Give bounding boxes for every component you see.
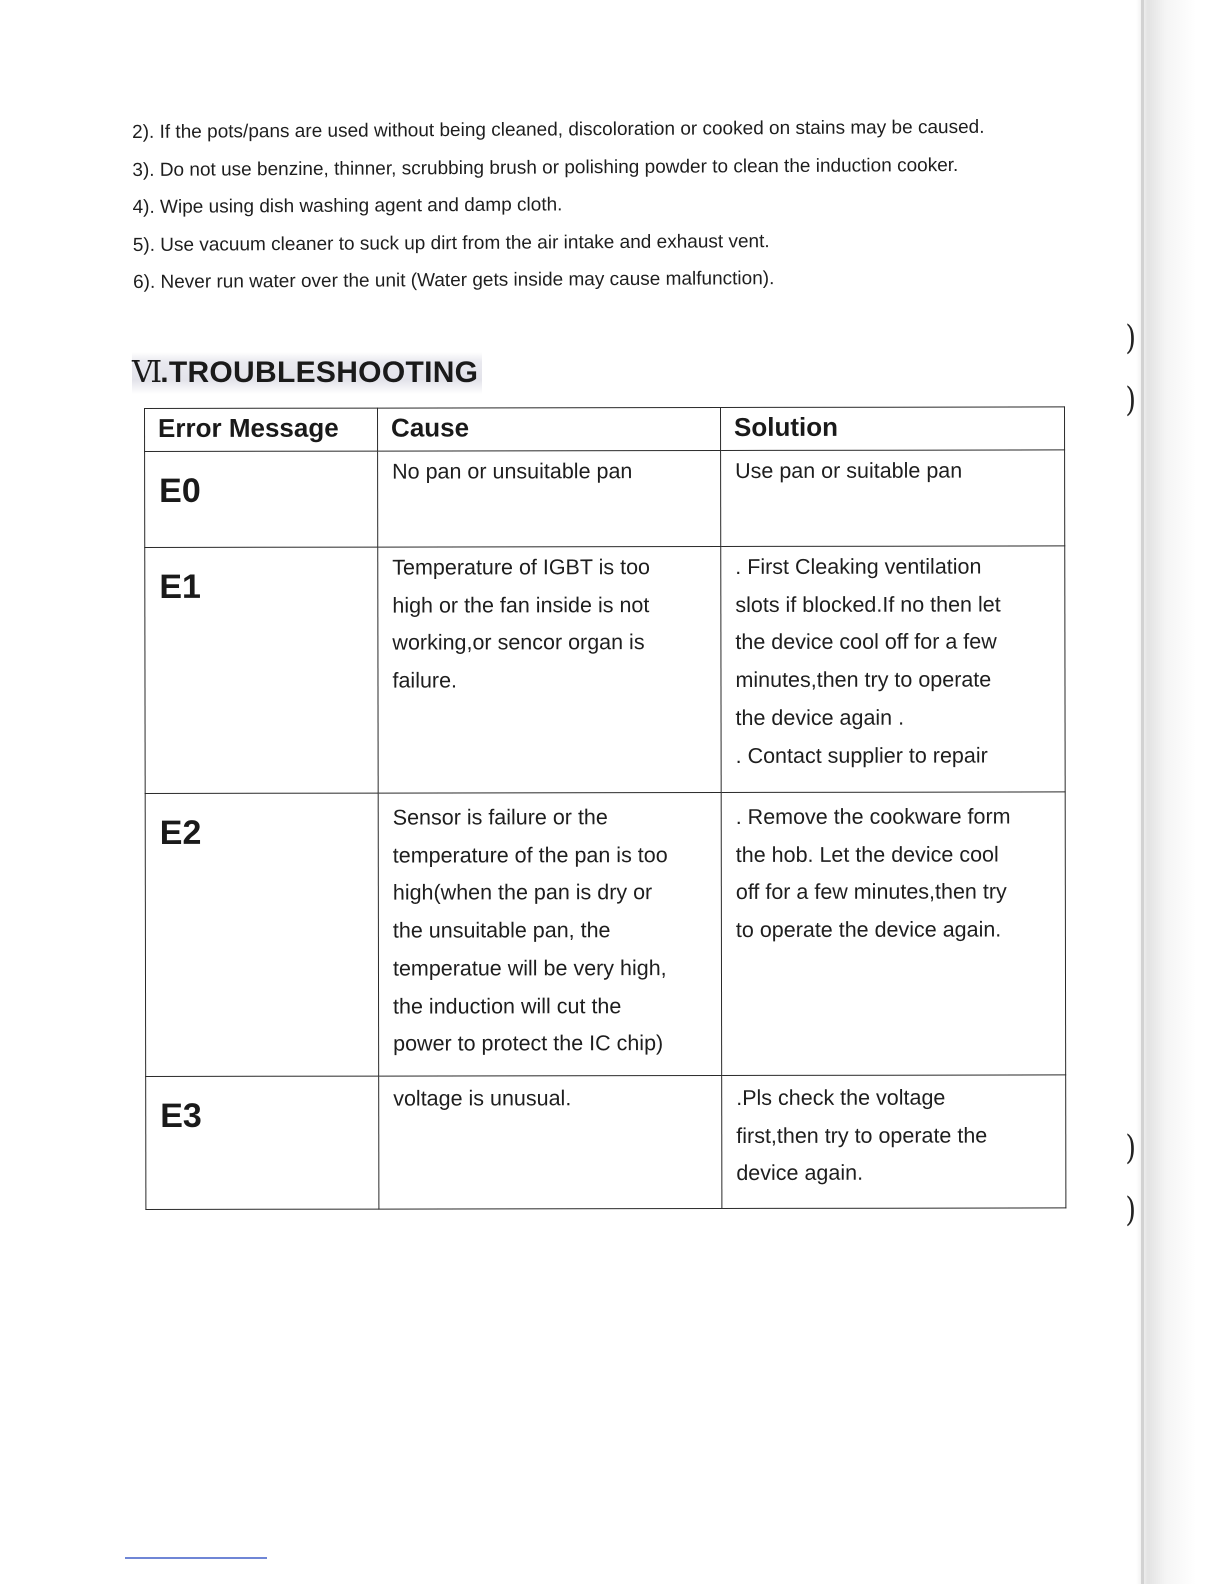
care-instruction-item: 3). Do not use benzine, thinner, scrubbing brush or polishing powder to clean the induction cooker.: [132, 154, 959, 181]
binding-mark-glyph: ): [1125, 318, 1136, 358]
cause-line: temperatue will be very high,: [392, 955, 667, 981]
solution-line: . Contact supplier to repair: [735, 743, 988, 768]
header-error-message: Error Message: [145, 408, 378, 451]
bottom-rule: [125, 1557, 267, 1559]
cause-line: high(when the pan is dry or: [392, 880, 653, 905]
solution-line: off for a few minutes,then try: [735, 879, 1007, 905]
care-instructions-list: [132, 109, 985, 302]
care-instruction-item: 5). Use vacuum cleaner to suck up dirt from the air intake and exhaust vent.: [132, 230, 770, 256]
solution-cell: [721, 546, 1065, 793]
cause-cell: [379, 1075, 722, 1209]
solution-line: first,then try to operate the: [736, 1123, 988, 1148]
care-instruction-item: 2). If the pots/pans are used without being cleaned, discoloration or cooked on stains may be caused.: [132, 116, 985, 143]
error-code: E3: [146, 1076, 379, 1209]
header-cause: Cause: [378, 407, 721, 451]
cause-line: Temperature of IGBT is too: [392, 555, 651, 580]
solution-line: the hob. Let the device cool: [735, 842, 999, 867]
section-roman-numeral: Ⅵ: [132, 355, 161, 390]
solution-line: .Pls check the voltage: [736, 1085, 946, 1110]
troubleshooting-table: [144, 406, 1066, 1210]
page-binding-edge: [1136, 0, 1224, 1584]
cause-cell: [378, 792, 721, 1076]
cause-line: failure.: [392, 668, 458, 693]
cause-line: power to protect the IC chip): [393, 1031, 664, 1056]
cause-line: voltage is unusual.: [393, 1086, 572, 1111]
cause-line: the unsuitable pan, the: [392, 918, 611, 943]
solution-cell: [722, 1075, 1066, 1209]
binding-mark-glyph: ): [1125, 1190, 1136, 1230]
cause-cell: [378, 546, 721, 793]
table-row-e2: [145, 792, 1065, 1077]
cause-line: Sensor is failure or the: [392, 805, 608, 830]
cause-cell: [378, 450, 721, 547]
care-instruction-item: 6). Never run water over the unit (Water gets inside may cause malfunction).: [132, 268, 775, 293]
error-code: E0: [145, 451, 378, 547]
header-solution: Solution: [721, 407, 1065, 451]
table-row-e1: [145, 546, 1065, 794]
cause-line: temperature of the pan is too: [392, 842, 668, 868]
solution-line: device again.: [736, 1161, 864, 1186]
cause-line: working,or sencor organ is: [392, 630, 645, 655]
cause-line: high or the fan inside is not: [392, 592, 650, 618]
solution-line: slots if blocked.If no then let: [735, 592, 1001, 617]
solution-cell: [721, 792, 1065, 1076]
table-row-e3: [146, 1075, 1066, 1210]
error-code: E1: [145, 547, 378, 793]
table-row-e0: [145, 450, 1065, 548]
care-instruction-item: 4). Wipe using dish washing agent and damp cloth.: [132, 194, 563, 218]
table-header-row: [145, 407, 1065, 452]
cause-line: the induction will cut the: [393, 993, 622, 1019]
binding-mark-glyph: ): [1125, 1128, 1136, 1168]
error-code: E2: [145, 793, 378, 1076]
solution-cell: [721, 450, 1065, 547]
section-title-text: .TROUBLESHOOTING: [160, 356, 479, 389]
solution-line: Use pan or suitable pan: [735, 458, 963, 483]
solution-line: the device cool off for a few: [735, 629, 997, 655]
section-title: [132, 352, 482, 394]
solution-line: . Remove the cookware form: [735, 804, 1011, 829]
solution-line: to operate the device again.: [735, 917, 1002, 943]
solution-line: minutes,then try to operate: [735, 667, 992, 693]
cause-line: No pan or unsuitable pan: [392, 459, 633, 484]
binding-mark-glyph: ): [1125, 380, 1136, 420]
solution-line: . First Cleaking ventilation: [735, 554, 982, 579]
solution-line: the device again .: [735, 705, 905, 730]
